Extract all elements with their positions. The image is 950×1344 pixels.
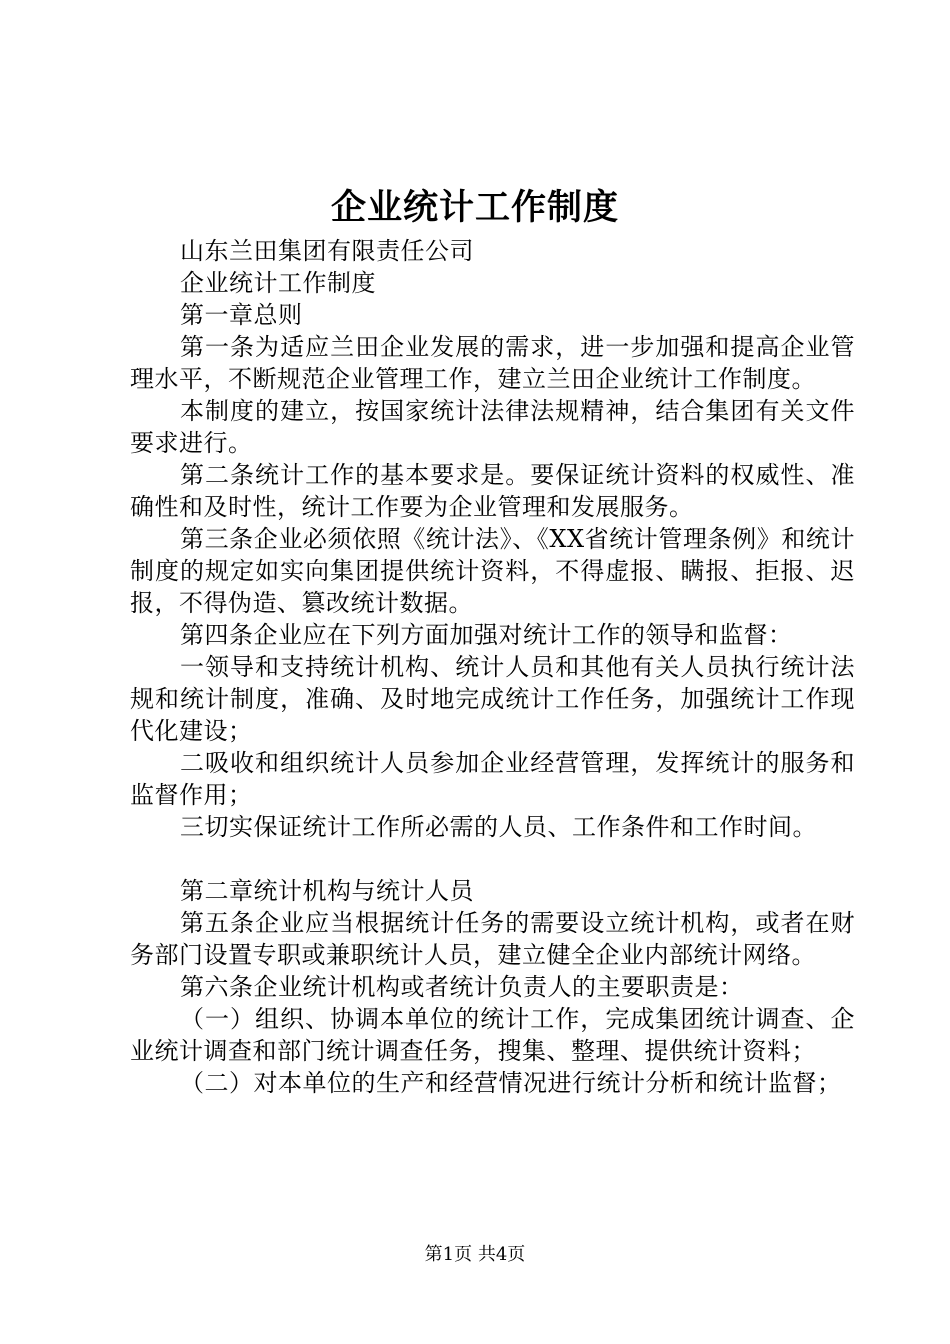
article-4-item-3: 三切实保证统计工作所必需的人员、工作条件和工作时间。: [180, 813, 817, 841]
blank-line: [130, 843, 855, 875]
document-body: [130, 235, 855, 1099]
chapter-heading-2: 第二章统计机构与统计人员: [180, 877, 474, 905]
article-6: 第六条企业统计机构或者统计负责人的主要职责是：: [180, 973, 744, 1001]
article-2: 第二条统计工作的基本要求是。要保证统计资料的权威性、准确性和及时性，统计工作要为企业管理和发展服务。: [130, 461, 855, 521]
page-number-footer: 第1页 共4页: [424, 1244, 526, 1265]
article-6-item-1: （一）组织、协调本单位的统计工作，完成集团统计调查、企业统计调查和部门统计调查任务，搜集、整理、提供统计资料；: [130, 1005, 855, 1065]
document-subtitle: 企业统计工作制度: [180, 269, 376, 297]
chapter-heading-1: 第一章总则: [180, 301, 303, 329]
article-4: 第四条企业应在下列方面加强对统计工作的领导和监督：: [180, 621, 793, 649]
article-6-item-2: （二）对本单位的生产和经营情况进行统计分析和统计监督；: [180, 1069, 842, 1097]
company-name: 山东兰田集团有限责任公司: [180, 237, 474, 265]
article-4-item-2: 二吸收和组织统计人员参加企业经营管理，发挥统计的服务和监督作用；: [130, 749, 855, 809]
paragraph-basis: 本制度的建立，按国家统计法律法规精神，结合集团有关文件要求进行。: [130, 397, 855, 457]
article-5: 第五条企业应当根据统计任务的需要设立统计机构，或者在财务部门设置专职或兼职统计人员，建立健全企业内部统计网络。: [130, 909, 855, 969]
document-title: 企业统计工作制度: [330, 187, 619, 228]
article-3: 第三条企业必须依照《统计法》、《XX省统计管理条例》和统计制度的规定如实向集团提供统计资料，不得虚报、瞒报、拒报、迟报，不得伪造、篡改统计数据。: [130, 525, 855, 617]
article-1: 第一条为适应兰田企业发展的需求，进一步加强和提高企业管理水平，不断规范企业管理工作，建立兰田企业统计工作制度。: [130, 333, 855, 393]
article-4-item-1: 一领导和支持统计机构、统计人员和其他有关人员执行统计法规和统计制度，准确、及时地完成统计工作任务，加强统计工作现代化建设；: [130, 653, 855, 745]
